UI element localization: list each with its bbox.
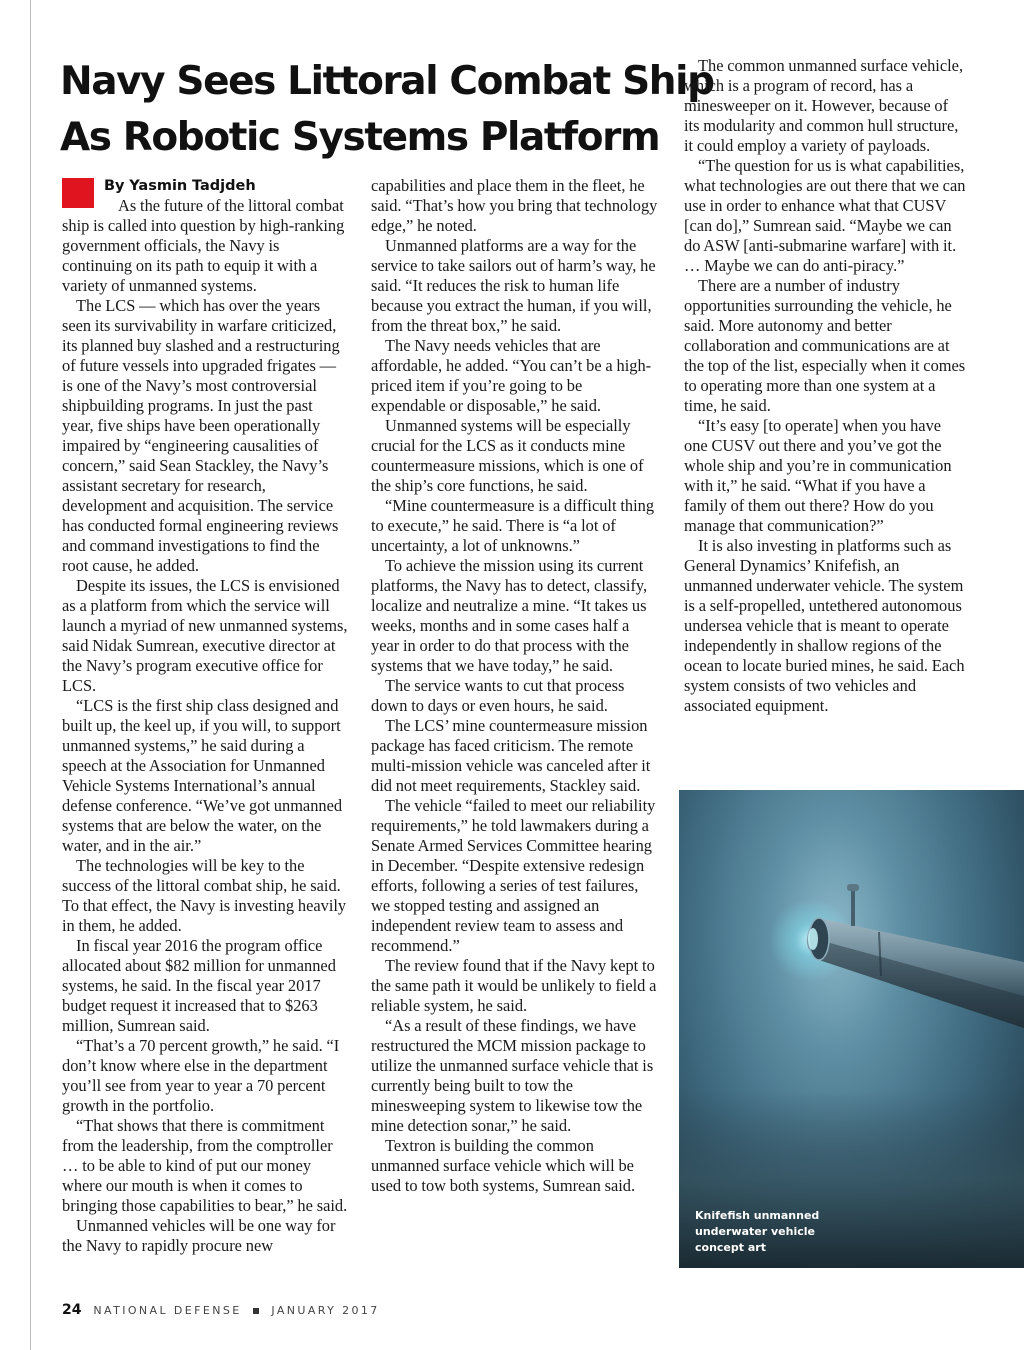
paragraph: The technologies will be key to the success of the littoral combat ship, he said. To that effect, the Navy is investing heavily in them, he added. — [62, 856, 347, 935]
knifefish-photo — [679, 790, 1024, 1268]
article-column-3 — [684, 56, 966, 716]
paragraph: “The question for us is what capabilities, what technologies are out there that we can use in order to enhance what that CUSV [can do],” Sumrean said. “Maybe we can do ASW [anti-submarine warfare] with it. … Maybe we can do anti-piracy.” — [684, 156, 966, 275]
paragraph: The common unmanned surface vehicle, which is a program of record, has a minesweeper on it. However, because of its modularity and common hull structure, it could employ a variety of payloads. — [684, 56, 964, 155]
paragraph: The Navy needs vehicles that are affordable, he added. “You can’t be a high-priced item if you’re going to be expendable or disposable,” he said. — [371, 336, 652, 415]
publication-name: NATIONAL DEFENSE — [93, 1304, 242, 1317]
headline-line-2: As Robotic Systems Platform — [60, 115, 660, 160]
paragraph: “That shows that there is commitment from the leadership, from the comptroller … to be able to kind of put our money where our mouth is when it comes to bringing those capabilities to bear,” he said. — [62, 1116, 348, 1215]
paragraph: “LCS is the first ship class designed and built up, the keel up, if you will, to support unmanned systems,” he said during a speech at the Association for Unmanned Vehicle Systems International’s annual defense conference. “We’ve got unmanned systems that are below the water, on the water, and in the air.” — [62, 696, 343, 855]
paragraph: The LCS — which has over the years seen its survivability in warfare criticized, its planned buy slashed and a restructuring of future vessels into upgraded frigates — is one of the Navy’s most controversial shipbuilding programs. In just the past year, five ships have been operationally impaired by “engineering causalities of concern,” said Sean Stackley, the Navy’s assistant secretary for research, development and acquisition. The service has conducted formal engineering reviews and command investigations to find the root cause, he added. — [62, 296, 340, 575]
paragraph: “That’s a 70 percent growth,” he said. “I don’t know where else in the department you’ll see from year to year a 70 percent growth in the portfolio. — [62, 1036, 340, 1115]
uuv-nose-cap — [808, 928, 818, 950]
uuv-mast — [851, 888, 855, 926]
paragraph-continued: capabilities and place them in the fleet, he said. “That’s how you bring that technology edge,” he noted. — [371, 176, 658, 235]
paragraph: Unmanned systems will be especially crucial for the LCS as it conducts mine countermeasure missions, which is one of the ship’s core functions, he said. — [371, 416, 644, 495]
headline-line-1: Navy Sees Littoral Combat Ship — [60, 59, 714, 104]
article-column-2 — [371, 176, 659, 1196]
page-footer — [62, 1302, 380, 1318]
byline: By Yasmin Tadjdeh — [104, 178, 256, 194]
paragraph: “As a result of these findings, we have restructured the MCM mission package to utilize the unmanned surface vehicle that is currently being built to tow the minesweeping system to likewise tow the mine detection sonar,” he said. — [371, 1016, 654, 1135]
page-number: 24 — [62, 1302, 82, 1318]
article-column-1 — [62, 176, 348, 1256]
photo-caption — [695, 1208, 845, 1256]
knifefish-illustration — [679, 790, 1024, 1268]
paragraph: There are a number of industry opportunities surrounding the vehicle, he said. More autonomy and better collaboration and communications are at the top of the list, especially when it comes to operating more than one system at a time, he said. — [684, 276, 966, 415]
paragraph: Textron is building the common unmanned surface vehicle which will be used to tow both systems, Sumrean said. — [371, 1136, 636, 1195]
paragraph: “It’s easy [to operate] when you have one CUSV out there and you’ve got the whole ship and you’re in communication with it,” he said. “What if you have a family of them out there? How do you manage that communication?” — [684, 416, 952, 535]
paragraph: The review found that if the Navy kept to the same path it would be unlikely to field a reliable system, he said. — [371, 956, 657, 1015]
footer-separator — [253, 1308, 259, 1314]
article-headline — [60, 54, 714, 166]
caption-line: Knifefish unmanned — [695, 1209, 820, 1222]
paragraph: To achieve the mission using its current platforms, the Navy has to detect, classify, localize and neutralize a mine. “It takes us weeks, months and in some cases half a year in order to do that process with the systems that we have today,” he said. — [371, 556, 648, 675]
paragraph: It is also investing in platforms such as General Dynamics’ Knifefish, an unmanned underwater vehicle. The system is a self-propelled, untethered autonomous undersea vehicle that is meant to operate independently in shallow regions of the ocean to locate buried mines, he said. Each system consists of two vehicles and associated equipment. — [684, 536, 965, 715]
page-margin-rule — [30, 0, 31, 1350]
issue-date: JANUARY 2017 — [271, 1304, 380, 1317]
paragraph: The service wants to cut that process down to days or even hours, he said. — [371, 676, 625, 715]
caption-line: underwater vehicle — [695, 1225, 815, 1238]
paragraph: The LCS’ mine countermeasure mission package has faced criticism. The remote multi-mission vehicle was canceled after it did not meet requirements, Stackley said. — [371, 716, 651, 795]
uuv-mast-tip — [847, 884, 859, 891]
caption-line: concept art — [695, 1241, 766, 1254]
paragraph: Unmanned platforms are a way for the service to take sailors out of harm’s way, he said. “It reduces the risk to human life because you extract the human, if you will, from the threat box,” he said. — [371, 236, 656, 335]
section-marker-square — [62, 178, 94, 208]
paragraph: As the future of the littoral combat ship is called into question by high-ranking government officials, the Navy is continuing on its path to equip it with a variety of unmanned systems. — [62, 196, 345, 295]
paragraph: Unmanned vehicles will be one way for the Navy to rapidly procure new — [62, 1216, 336, 1255]
paragraph: Despite its issues, the LCS is envisioned as a platform from which the service will launch a myriad of new unmanned systems, said Nidak Sumrean, executive director at the Navy’s program executive office for LCS. — [62, 576, 348, 695]
paragraph: In fiscal year 2016 the program office allocated about $82 million for unmanned systems, he said. In the fiscal year 2017 budget request it increased that to $263 million, Sumrean said. — [62, 936, 336, 1035]
paragraph: “Mine countermeasure is a difficult thing to execute,” he said. There is “a lot of uncertainty, a lot of unknowns.” — [371, 496, 655, 555]
paragraph: The vehicle “failed to meet our reliability requirements,” he told lawmakers during a Senate Armed Services Committee hearing in December. “Despite extensive redesign efforts, following a series of test failures, we stopped testing and assigned an independent review team to assess and recommend.” — [371, 796, 656, 955]
